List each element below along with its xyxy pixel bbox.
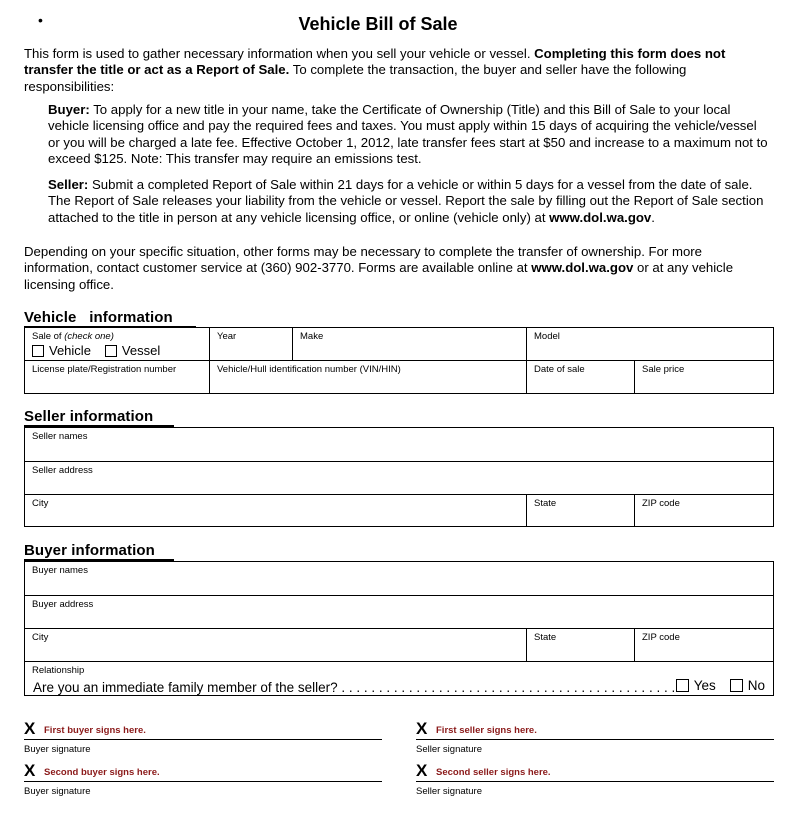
- sign-x-mark: X: [24, 761, 36, 780]
- buyer-city-field[interactable]: City: [32, 632, 49, 643]
- seller-city-field[interactable]: City: [32, 498, 49, 509]
- seller-section-title: Seller information: [24, 408, 154, 425]
- sale-price-field[interactable]: Sale price: [634, 361, 775, 394]
- seller-responsibilities: Seller: Submit a completed Report of Sale within 21 days for a vehicle or within 5 days for a vessel from the date of sale. The Report of Sale releases your liability from the vehicle or vessel. Report the sale by filling out the Report of Sale section attached to the title in person at any vehicle licensing office, or online (vehicle only) at www.dol.wa.gov.: [48, 177, 764, 225]
- buyer-section-title: Buyer information: [24, 542, 155, 559]
- vehicle-row-2: [25, 361, 773, 394]
- first-seller-hint: First seller signs here.: [436, 725, 537, 736]
- vehicle-row-1: [25, 328, 773, 361]
- sign-x-mark: X: [416, 719, 428, 738]
- buyer-signature-label: Buyer signature: [24, 786, 91, 797]
- buyer-names-field[interactable]: Buyer names: [32, 565, 88, 576]
- intro-paragraph: This form is used to gather necessary information when you sell your vehicle or vessel. Completing this form does not transfer the title or act as a Report of Sale. To complete the transaction, the buyer and seller have the following responsibilities:: [24, 46, 726, 94]
- seller-row-3: [25, 495, 773, 527]
- vessel-option-label: Vessel: [121, 343, 161, 358]
- seller-zip-field[interactable]: ZIP code: [634, 495, 775, 527]
- seller-info-table: [24, 427, 774, 527]
- additional-forms-paragraph: Depending on your specific situation, other forms may be necessary to complete the transfer of ownership. For more information, contact customer service at (360) 902-3770. Forms are available online at www.dol.wa.gov or at any vehicle licensing office.: [24, 244, 734, 292]
- vehicle-section-title: Vehicle information: [24, 309, 173, 326]
- seller-signature-label: Seller signature: [416, 786, 483, 797]
- form-title: Vehicle Bill of Sale: [298, 14, 458, 34]
- buyer-signature-label: Buyer signature: [24, 744, 91, 755]
- buyer-row-1: [25, 562, 773, 596]
- first-seller-signature: [416, 719, 774, 755]
- vehicle-checkbox[interactable]: [32, 345, 44, 357]
- second-seller-signature: [416, 761, 774, 797]
- make-field[interactable]: Make: [292, 328, 526, 360]
- plate-field[interactable]: License plate/Registration number: [32, 364, 177, 375]
- year-field[interactable]: Year: [209, 328, 292, 360]
- first-buyer-signature: [24, 719, 382, 755]
- no-label: No: [747, 678, 765, 693]
- sale-of-cell: Sale of (check one) Vehicle Vessel: [32, 331, 161, 358]
- no-checkbox[interactable]: [730, 679, 743, 692]
- vehicle-option-label: Vehicle: [49, 343, 91, 358]
- seller-row-1: [25, 428, 773, 462]
- second-buyer-signature-line[interactable]: [24, 761, 382, 782]
- date-of-sale-field[interactable]: Date of sale: [526, 361, 634, 394]
- sign-x-mark: X: [24, 719, 36, 738]
- relationship-cell: Relationship Are you an immediate family member of the seller? . . . . . . . . . . . . . . . . . . . . . . . . . . . . . . . . . . . . . . . . . . . . . Yes No: [32, 665, 765, 695]
- vessel-checkbox[interactable]: [105, 345, 117, 357]
- buyer-row-2: [25, 596, 773, 629]
- bullet-mark: •: [38, 12, 43, 28]
- family-member-options: [676, 678, 765, 693]
- seller-row-2: [25, 462, 773, 495]
- vehicle-info-table: [24, 327, 774, 394]
- buyer-responsibilities: Buyer: To apply for a new title in your name, take the Certificate of Ownership (Title) and this Bill of Sale to your local vehicle licensing office and pay the required fees and taxes. You must apply within 15 days of acquiring the vehicle/vessel or you will be charged a late fee. Effective October 1, 2012, late transfer fees start at $50 and increase to a maximum not to exceed $125. Note: This transfer may require an emissions test.: [48, 102, 768, 166]
- first-buyer-hint: First buyer signs here.: [44, 725, 146, 736]
- second-seller-signature-line[interactable]: [416, 761, 774, 782]
- buyer-state-field[interactable]: State: [526, 629, 634, 661]
- family-member-question: Are you an immediate family member of the seller? . . . . . . . . . . . . . . . . . . . . . . . . . . . . . . . . . . . . . . . . . . . . .: [33, 680, 676, 695]
- yes-label: Yes: [693, 678, 716, 693]
- buyer-row-4: [25, 662, 773, 696]
- first-seller-signature-line[interactable]: [416, 719, 774, 740]
- buyer-zip-field[interactable]: ZIP code: [634, 629, 775, 661]
- model-field[interactable]: Model: [526, 328, 775, 360]
- seller-names-field[interactable]: Seller names: [32, 431, 88, 442]
- first-buyer-signature-line[interactable]: [24, 719, 382, 740]
- yes-checkbox[interactable]: [676, 679, 689, 692]
- second-seller-hint: Second seller signs here.: [436, 767, 551, 778]
- buyer-info-table: [24, 561, 774, 696]
- second-buyer-signature: [24, 761, 382, 797]
- seller-state-field[interactable]: State: [526, 495, 634, 527]
- seller-signature-label: Seller signature: [416, 744, 483, 755]
- dol-link[interactable]: www.dol.wa.gov: [531, 260, 634, 276]
- seller-address-field[interactable]: Seller address: [32, 465, 93, 476]
- vin-field[interactable]: Vehicle/Hull identification number (VIN/HIN): [209, 361, 526, 394]
- buyer-address-field[interactable]: Buyer address: [32, 599, 94, 610]
- buyer-row-3: [25, 629, 773, 662]
- sale-of-options: [32, 343, 160, 358]
- dol-link[interactable]: www.dol.wa.gov: [549, 209, 652, 225]
- second-buyer-hint: Second buyer signs here.: [44, 767, 160, 778]
- sign-x-mark: X: [416, 761, 428, 780]
